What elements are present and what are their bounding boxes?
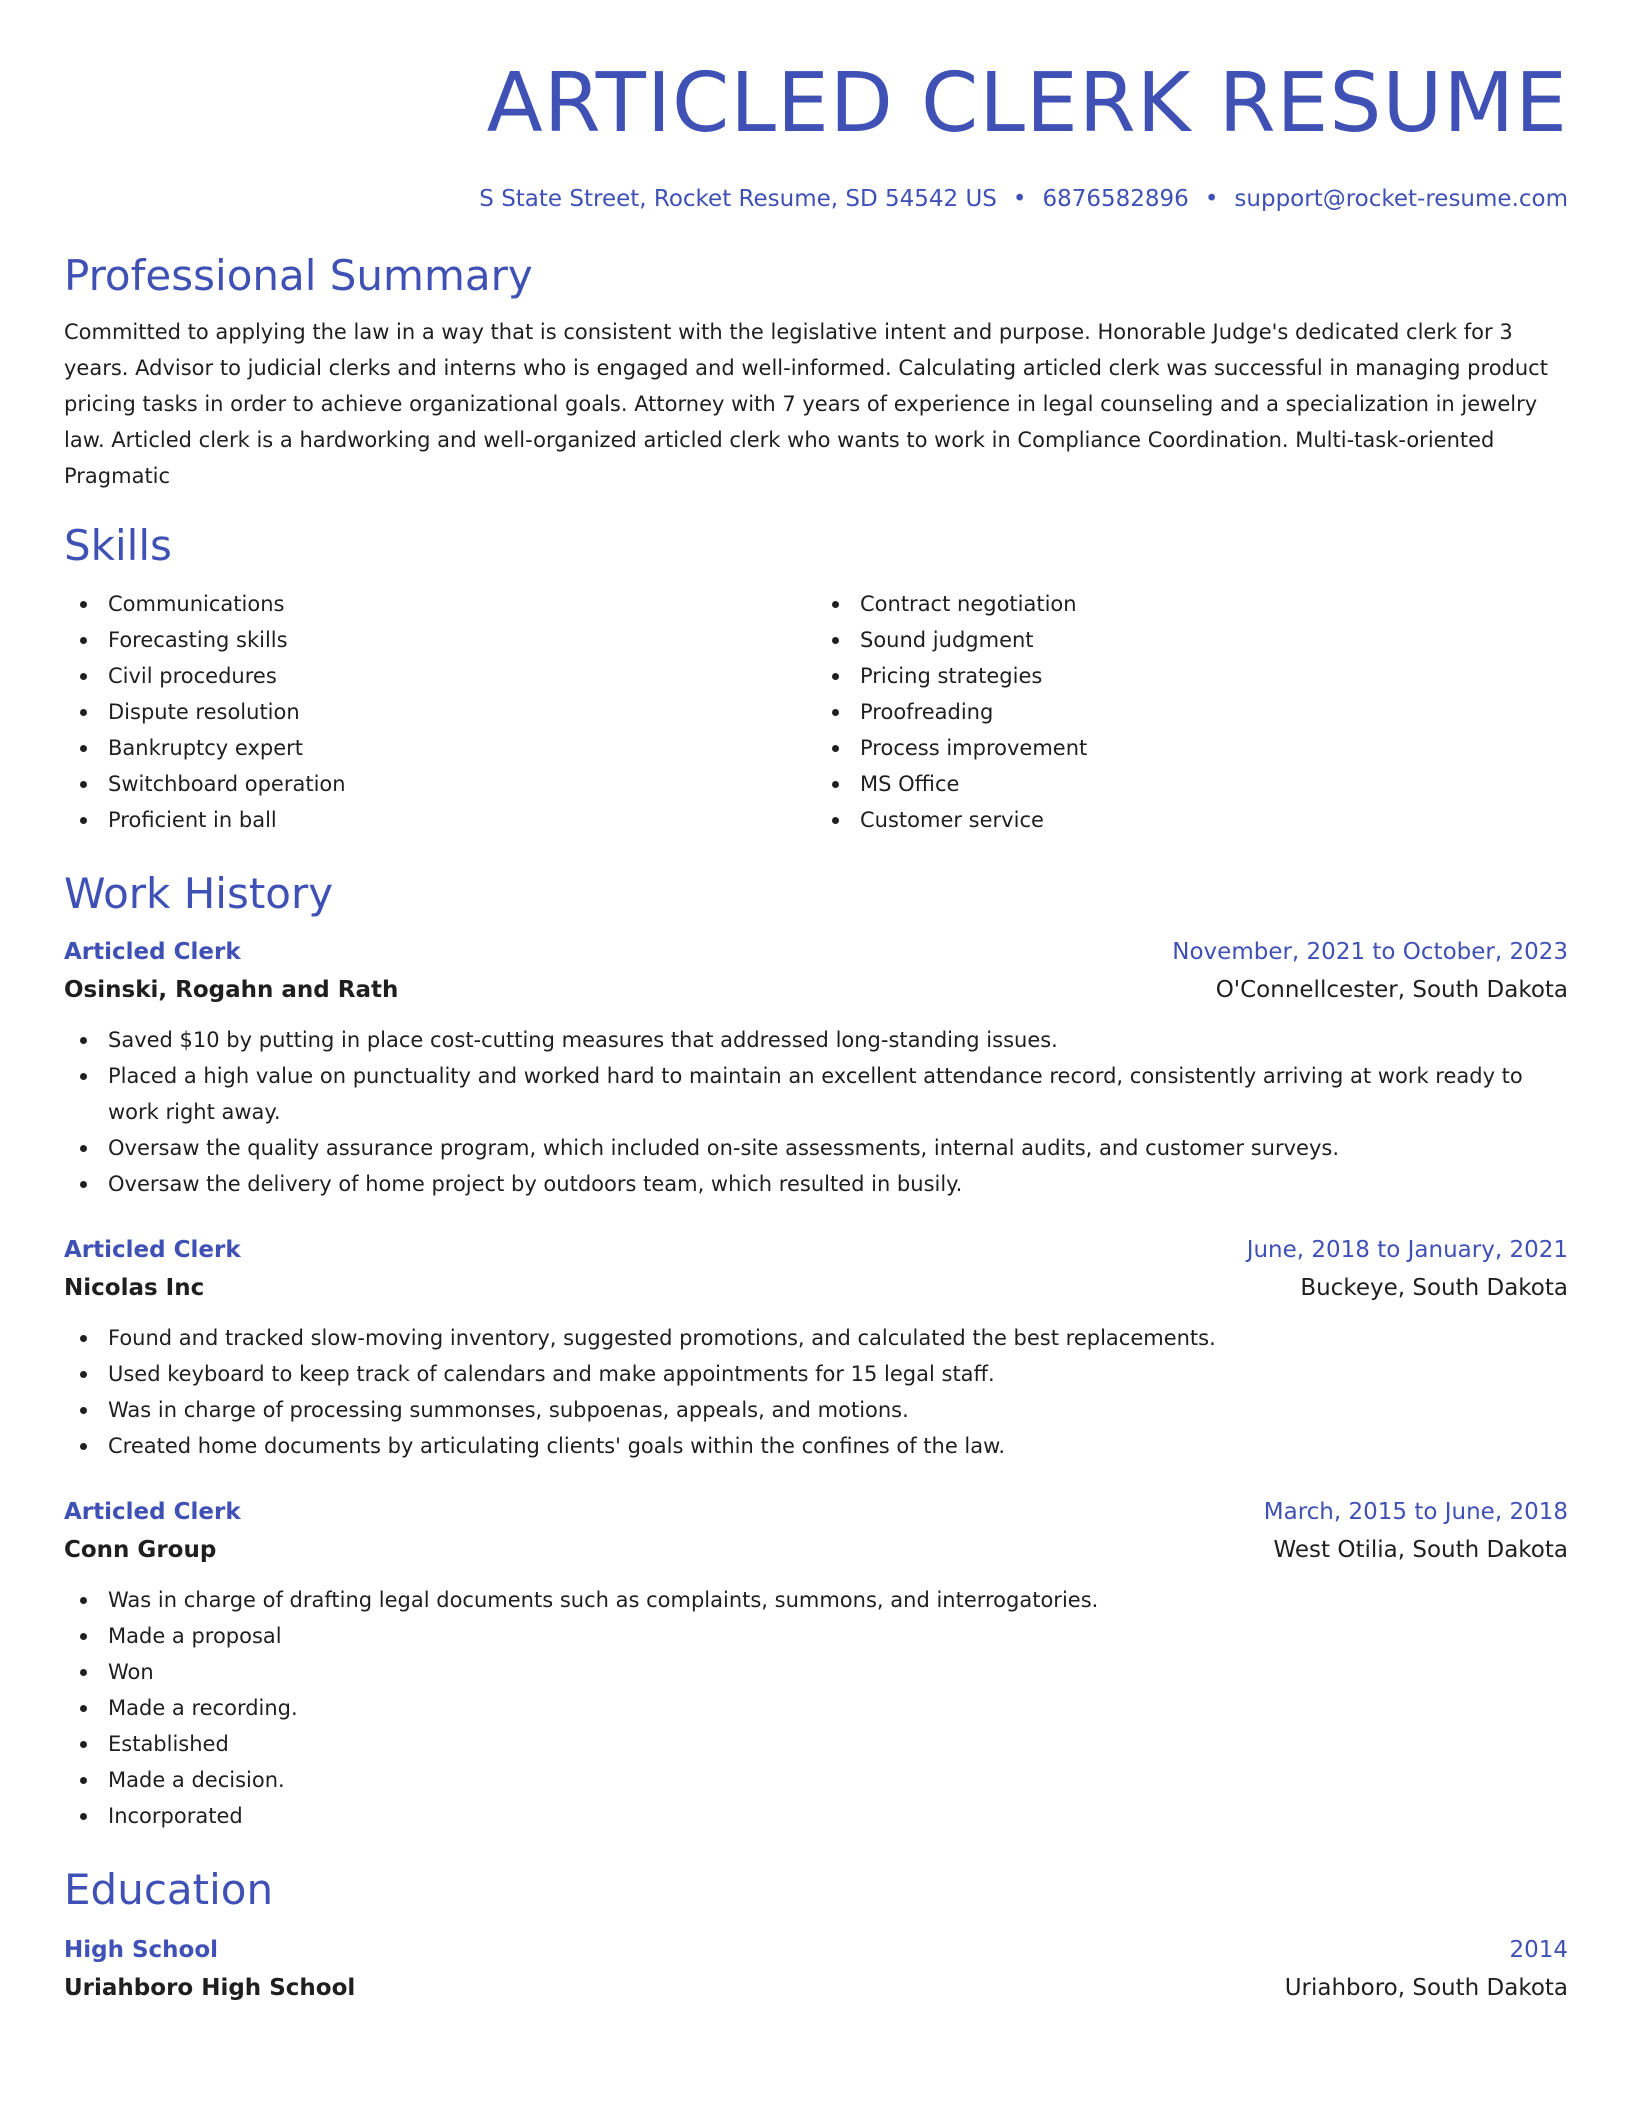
job-bullet: Found and tracked slow-moving inventory, suggested promotions, and calculated the best replacements. bbox=[64, 1320, 1568, 1356]
job-bullets bbox=[64, 1582, 1568, 1834]
job-entry bbox=[64, 1232, 1568, 1464]
contact-phone: 6876582896 bbox=[1042, 186, 1189, 212]
summary-heading: Professional Summary bbox=[64, 251, 533, 300]
education-school-row bbox=[64, 1968, 1568, 2008]
education-entry bbox=[64, 1932, 1568, 2008]
job-title-row bbox=[64, 1232, 1568, 1268]
skill-item: Proficient in ball bbox=[64, 802, 816, 838]
job-company: Conn Group bbox=[64, 1537, 217, 1563]
job-company-row bbox=[64, 1530, 1568, 1570]
skill-item: Civil procedures bbox=[64, 658, 816, 694]
skills-list-right bbox=[816, 586, 1568, 838]
skill-item: Contract negotiation bbox=[816, 586, 1568, 622]
job-location: O'Connellcester, South Dakota bbox=[1215, 977, 1568, 1003]
job-bullet: Established bbox=[64, 1726, 1568, 1762]
skill-item: MS Office bbox=[816, 766, 1568, 802]
skill-item: Bankruptcy expert bbox=[64, 730, 816, 766]
job-bullet: Oversaw the delivery of home project by outdoors team, which resulted in busily. bbox=[64, 1166, 1568, 1202]
job-title-row bbox=[64, 1494, 1568, 1530]
skill-item: Process improvement bbox=[816, 730, 1568, 766]
education-school: Uriahboro High School bbox=[64, 1975, 356, 2001]
skills-grid bbox=[64, 586, 1568, 838]
job-dates: March, 2015 to June, 2018 bbox=[1263, 1499, 1568, 1525]
work-history-heading: Work History bbox=[64, 869, 334, 918]
job-location: Buckeye, South Dakota bbox=[1300, 1275, 1568, 1301]
job-bullet: Made a proposal bbox=[64, 1618, 1568, 1654]
contact-separator: • bbox=[1012, 186, 1027, 212]
professional-summary-section bbox=[64, 250, 1568, 494]
job-bullet: Made a recording. bbox=[64, 1690, 1568, 1726]
job-bullet: Made a decision. bbox=[64, 1762, 1568, 1798]
contact-email[interactable]: support@rocket-resume.com bbox=[1234, 186, 1568, 212]
skill-item: Forecasting skills bbox=[64, 622, 816, 658]
skills-column-left bbox=[64, 586, 816, 838]
skill-item: Dispute resolution bbox=[64, 694, 816, 730]
skill-item: Customer service bbox=[816, 802, 1568, 838]
skills-list-left bbox=[64, 586, 816, 838]
skill-item: Communications bbox=[64, 586, 816, 622]
resume-title: ARTICLED CLERK RESUME bbox=[486, 56, 1568, 151]
job-company-row bbox=[64, 970, 1568, 1010]
job-bullet: Incorporated bbox=[64, 1798, 1568, 1834]
skills-section bbox=[64, 520, 1568, 838]
contact-separator: • bbox=[1204, 186, 1219, 212]
education-degree-row bbox=[64, 1932, 1568, 1968]
skills-heading: Skills bbox=[64, 521, 172, 570]
skill-item: Sound judgment bbox=[816, 622, 1568, 658]
job-company: Nicolas Inc bbox=[64, 1275, 205, 1301]
skill-item: Switchboard operation bbox=[64, 766, 816, 802]
job-entry bbox=[64, 934, 1568, 1202]
education-location: Uriahboro, South Dakota bbox=[1284, 1975, 1568, 2001]
education-heading: Education bbox=[64, 1865, 274, 1914]
contact-address: S State Street, Rocket Resume, SD 54542 US bbox=[479, 186, 997, 212]
summary-text: Committed to applying the law in a way that is consistent with the legislative intent and purpose. Honorable Judge's dedicated clerk for 3 years. Advisor to judicial clerks and interns who is engaged and well-informed. Calculating articled clerk was successful in managing product pricing tasks in order to achieve organizational goals. Attorney with 7 years of experience in legal counseling and a specialization in jewelry law. Articled clerk is a hardworking and well-organized articled clerk who wants to work in Compliance Coordination. Multi-task-oriented Pragmatic bbox=[64, 320, 1548, 488]
job-bullet: Was in charge of processing summonses, subpoenas, appeals, and motions. bbox=[64, 1392, 1568, 1428]
job-bullet: Placed a high value on punctuality and worked hard to maintain an excellent attendance record, consistently arriving at work ready to work right away. bbox=[64, 1058, 1568, 1130]
education-section bbox=[64, 1864, 1568, 2008]
job-title: Articled Clerk bbox=[64, 1499, 241, 1525]
job-bullet: Won bbox=[64, 1654, 1568, 1690]
job-title: Articled Clerk bbox=[64, 1237, 241, 1263]
resume-header bbox=[64, 54, 1568, 214]
skill-item: Pricing strategies bbox=[816, 658, 1568, 694]
job-dates: November, 2021 to October, 2023 bbox=[1172, 939, 1568, 965]
contact-line bbox=[64, 184, 1568, 214]
job-company: Osinski, Rogahn and Rath bbox=[64, 977, 399, 1003]
job-bullet: Created home documents by articulating clients' goals within the confines of the law. bbox=[64, 1428, 1568, 1464]
work-history-section bbox=[64, 868, 1568, 1834]
job-bullets bbox=[64, 1320, 1568, 1464]
job-bullet: Saved $10 by putting in place cost-cutting measures that addressed long-standing issues. bbox=[64, 1022, 1568, 1058]
job-dates: June, 2018 to January, 2021 bbox=[1246, 1237, 1568, 1263]
job-bullets bbox=[64, 1022, 1568, 1202]
job-entry bbox=[64, 1494, 1568, 1834]
education-degree: High School bbox=[64, 1937, 219, 1963]
job-bullet: Was in charge of drafting legal documents such as complaints, summons, and interrogatories. bbox=[64, 1582, 1568, 1618]
job-bullet: Used keyboard to keep track of calendars and make appointments for 15 legal staff. bbox=[64, 1356, 1568, 1392]
job-title-row bbox=[64, 934, 1568, 970]
skills-column-right bbox=[816, 586, 1568, 838]
education-year: 2014 bbox=[1509, 1937, 1568, 1963]
job-location: West Otilia, South Dakota bbox=[1273, 1537, 1568, 1563]
skill-item: Proofreading bbox=[816, 694, 1568, 730]
job-title: Articled Clerk bbox=[64, 939, 241, 965]
job-bullet: Oversaw the quality assurance program, which included on-site assessments, internal audits, and customer surveys. bbox=[64, 1130, 1568, 1166]
job-company-row bbox=[64, 1268, 1568, 1308]
